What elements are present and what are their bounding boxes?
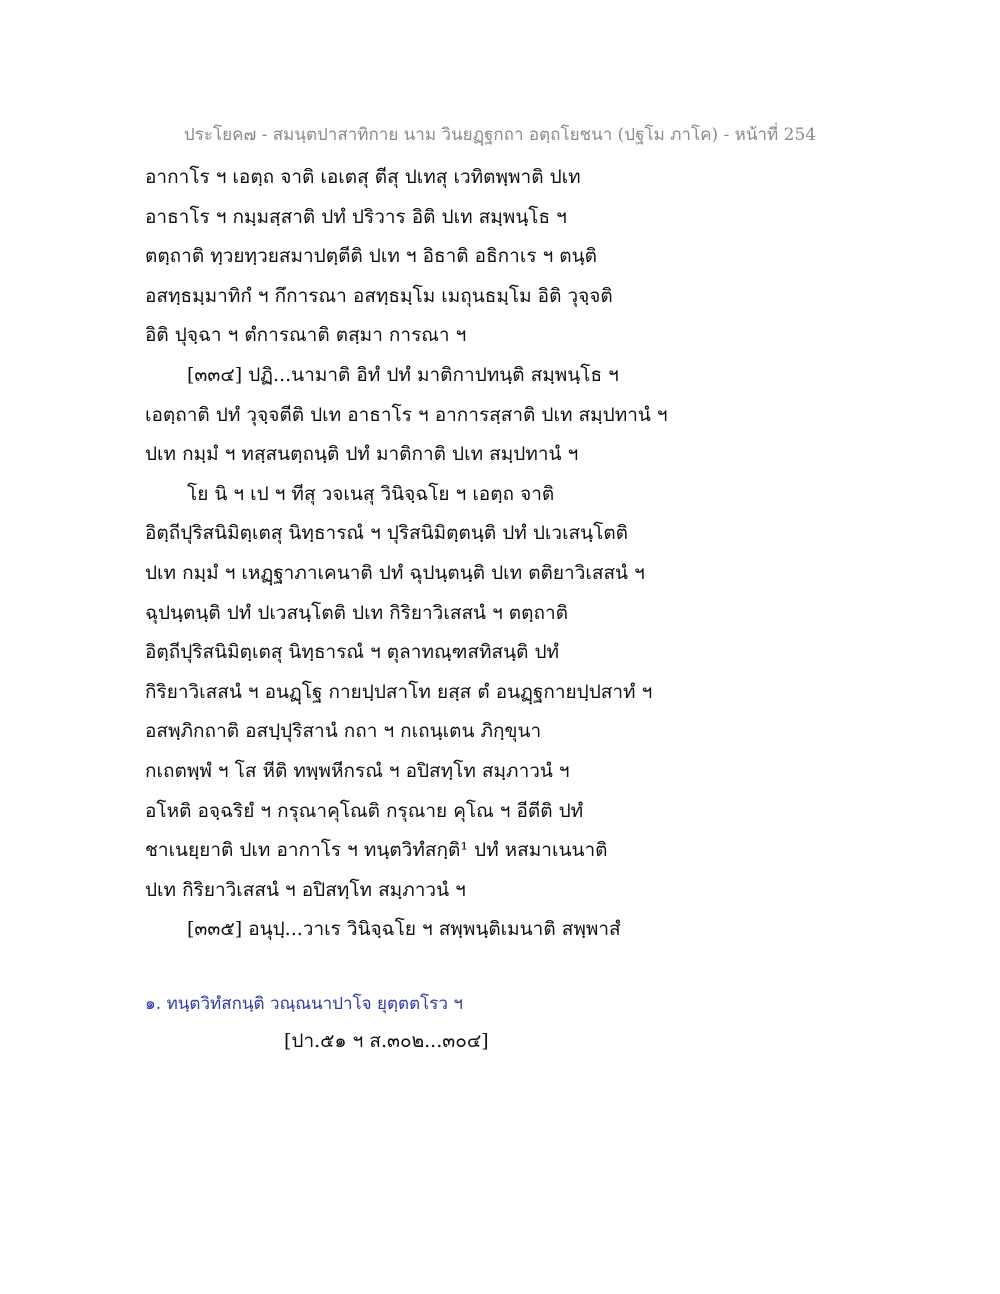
text-line: ตตฺถาติ ทฺวยทฺวยสมาปตฺตีติ ปเท ฯ อิธาติ อธิกาเร ฯ ตนฺติ: [145, 245, 597, 268]
paragraph-start-line: โย นิ ฯ เป ฯ ทีสุ วจเนสุ วินิจฺฉโย ฯ เอตฺถ จาติ: [187, 482, 555, 505]
text-line: อสทฺธมฺมาทิกํ ฯ กึการณา อสทฺธมฺโม เมถุนธมฺโม อิติ วุจฺจติ: [145, 284, 613, 307]
text-line: ชาเนยฺยาติ ปเท อากาโร ฯ ทนฺตวิทํสกฺติ¹ ปทํ หสมาเนนาติ: [145, 839, 608, 862]
text-line: อากาโร ฯ เอตฺถ จาติ เอเตสุ ตีสุ ปเทสุ เวทิตพฺพาติ ปเท: [145, 166, 581, 188]
page-reference: [ปา.๕๑ ฯ ส.๓๐๒...๓๐๔]: [284, 1030, 489, 1052]
text-line: อโหติ อจฺฉริยํ ฯ กรุณาคุโณติ กรุณาย คุโณ ฯ อีตีติ ปทํ: [145, 799, 584, 822]
text-line: อาธาโร ฯ กมฺมสฺสาติ ปทํ ปริวาร อิติ ปเท สมฺพนฺโธ ฯ: [145, 205, 567, 228]
paragraph-start-line: [๓๓๔] ปฏิ...นามาติ อิทํ ปทํ มาติกาปทนฺติ สมฺพนฺโธ ฯ: [187, 363, 619, 386]
running-header: ประโยค๗ - สมนฺตปาสาทิกาย นาม วินยฏฺฐกถา อตฺถโยชนา (ปฐโม ภาโค) - หน้าที่ 254: [183, 125, 817, 145]
text-line: กิริยาวิเสสนํ ฯ อนฏฺโฐ กายปฺปสาโท ยสฺส ตํ อนฏฺฐกายปฺปสาทํ ฯ: [145, 680, 653, 703]
footnote: ๑. ทนฺตวิทํสกนฺติ วณฺณนาปาโจ ยุตฺตตโรว ฯ: [145, 994, 463, 1014]
text-line: อิติ ปุจฺฉา ฯ ตํการณาติ ตสฺมา การณา ฯ: [145, 324, 467, 347]
text-line: อสพฺภิกถาติ อสปฺปุริสานํ กถา ฯ กเถนฺเตน ภิกฺขุนา: [145, 720, 542, 743]
text-line: อิตฺถีปุริสนิมิตฺเตสุ นิทฺธารณํ ฯ ตุลาทณฺฑสทิสนฺติ ปทํ: [145, 641, 560, 664]
text-line: เอตฺถาติ ปทํ วุจฺจตีติ ปเท อาธาโร ฯ อาการสฺสาติ ปเท สมฺปทานํ ฯ: [145, 403, 668, 426]
paragraph-start-line: [๓๓๕] อนุปฺ...วาเร วินิจฺฉโย ฯ สพฺพนฺติเมนาติ สพฺพาสํ: [187, 918, 621, 941]
text-line: กเถตพฺพํ ฯ โส หีติ ทพฺพหีกรณํ ฯ อปิสทฺโท สมฺภาวนํ ฯ: [145, 759, 570, 782]
text-line: ฉุปนฺตนฺติ ปทํ ปเวสนฺโตติ ปเท กิริยาวิเสสนํ ฯ ตตฺถาติ: [145, 601, 568, 624]
text-line: ปเท กมฺมํ ฯ เหฏฺฐาภาเคนาติ ปทํ ฉุปนฺตนฺติ ปเท ตติยาวิเสสนํ ฯ: [145, 561, 645, 584]
body-text: [145, 158, 865, 950]
text-line: ปเท กมฺมํ ฯ ทสฺสนตฺถนฺติ ปทํ มาติกาติ ปเท สมฺปทานํ ฯ: [145, 443, 579, 466]
text-line: ปเท กิริยาวิเสสนํ ฯ อปิสทฺโท สมฺภาวนํ ฯ: [145, 878, 466, 901]
text-line: อิตฺถีปุริสนิมิตฺเตสุ นิทฺธารณํ ฯ ปุริสนิมิตฺตนฺติ ปทํ ปเวเสนฺโตติ: [145, 522, 629, 545]
